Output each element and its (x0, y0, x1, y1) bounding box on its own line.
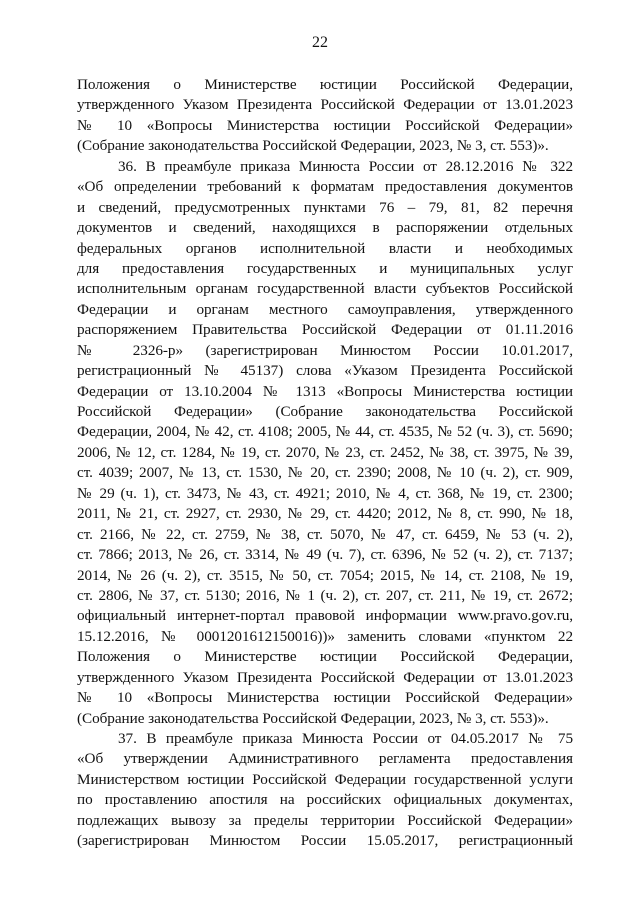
text-line: № 10 «Вопросы Министерства юстиции Российской Федерации» (77, 116, 573, 134)
text-line: (Собрание законодательства Российской Федерации, 2023, № 3, ст. 553)». (77, 709, 549, 727)
text-line: «Об определении требований к форматам предоставления документов (77, 178, 573, 196)
text-line: утвержденного Указом Президента Российской Федерации от 13.01.2023 (77, 668, 573, 686)
text-line: (Собрание законодательства Российской Федерации, 2023, № 3, ст. 553)». (77, 137, 549, 155)
text-line: Федерации, 2004, № 42, ст. 4108; 2005, № 44, ст. 4535, № 52 (ч. 3), ст. 5690; (77, 423, 573, 441)
text-line: для предоставления государственных и муниципальных услуг (77, 259, 573, 277)
text-line: № 10 «Вопросы Министерства юстиции Российской Федерации» (77, 689, 573, 707)
text-line: № 29 (ч. 1), ст. 3473, № 43, ст. 4921; 2010, № 4, ст. 368, № 19, ст. 2300; (77, 484, 573, 502)
text-line: ст. 2166, № 22, ст. 2759, № 38, ст. 5070, № 47, ст. 6459, № 53 (ч. 2), (77, 525, 573, 543)
text-line: Положения о Министерстве юстиции Российской Федерации, (77, 76, 573, 93)
text-line: федеральных органов исполнительной власти и необходимых (77, 239, 573, 257)
text-line: (зарегистрирован Минюстом России 15.05.2017, регистрационный (77, 832, 573, 850)
text-line: 2014, № 26 (ч. 2), ст. 3515, № 50, ст. 7054; 2015, № 14, ст. 2108, № 19, (77, 566, 573, 584)
text-line: ст. 4039; 2007, № 13, ст. 1530, № 20, ст. 2390; 2008, № 10 (ч. 2), ст. 909, (77, 464, 573, 482)
text-line: № 2326-р» (зарегистрирован Минюстом России 10.01.2017, (77, 341, 573, 359)
text-line: ст. 7866; 2013, № 26, ст. 3314, № 49 (ч. 7), ст. 6396, № 52 (ч. 2), ст. 7137; (77, 546, 573, 564)
text-line: ст. 2806, № 37, ст. 5130; 2016, № 1 (ч. 2), ст. 207, ст. 211, № 19, ст. 2672; (77, 586, 573, 604)
text-line: распоряжением Правительства Российской Федерации от 01.11.2016 (77, 321, 573, 339)
text-line: исполнительным органам государственной власти субъектов Российской (77, 280, 573, 298)
text-line: 15.12.2016, № 0001201612150016))» заменить словами «пунктом 22 (77, 627, 573, 645)
text-line: утвержденного Указом Президента Российской Федерации от 13.01.2023 (77, 96, 573, 114)
text-line: Положения о Министерстве юстиции Российской Федерации, (77, 648, 573, 666)
text-line: и сведений, предусмотренных пунктами 76 – 79, 81, 82 перечня (77, 198, 573, 216)
text-line: 2006, № 12, ст. 1284, № 19, ст. 2070, № 23, ст. 2452, № 38, ст. 3975, № 39, (77, 443, 573, 461)
text-line: «Об утверждении Административного регламента предоставления (77, 750, 573, 768)
paragraph-first-line: 36. В преамбуле приказа Минюста России от 28.12.2016 № 322 (118, 157, 573, 175)
text-line: 2011, № 21, ст. 2927, ст. 2930, № 29, ст. 4420; 2012, № 8, ст. 990, № 18, (77, 505, 573, 523)
text-line: Министерством юстиции Российской Федерации государственной услуги (77, 770, 573, 788)
document-body (77, 75, 573, 852)
text-line: подлежащих вывозу за пределы территории Российской Федерации» (77, 811, 573, 829)
text-line: Российской Федерации» (Собрание законодательства Российской (77, 403, 573, 420)
page-number: 22 (312, 34, 328, 51)
text-line: Федерации и органам местного самоуправления, утвержденного (77, 300, 573, 318)
paragraph-first-line: 37. В преамбуле приказа Минюста России от 04.05.2017 № 75 (118, 730, 573, 747)
text-line: регистрационный № 45137) слова «Указом Президента Российской (77, 362, 573, 380)
text-line: документов и сведений, находящихся в распоряжении отдельных (77, 219, 573, 237)
text-line: по проставлению апостиля на российских официальных документах, (77, 791, 573, 809)
text-line: Федерации от 13.10.2004 № 1313 «Вопросы Министерства юстиции (77, 382, 573, 400)
text-line: официальный интернет-портал правовой информации www.pravo.gov.ru, (77, 607, 573, 625)
